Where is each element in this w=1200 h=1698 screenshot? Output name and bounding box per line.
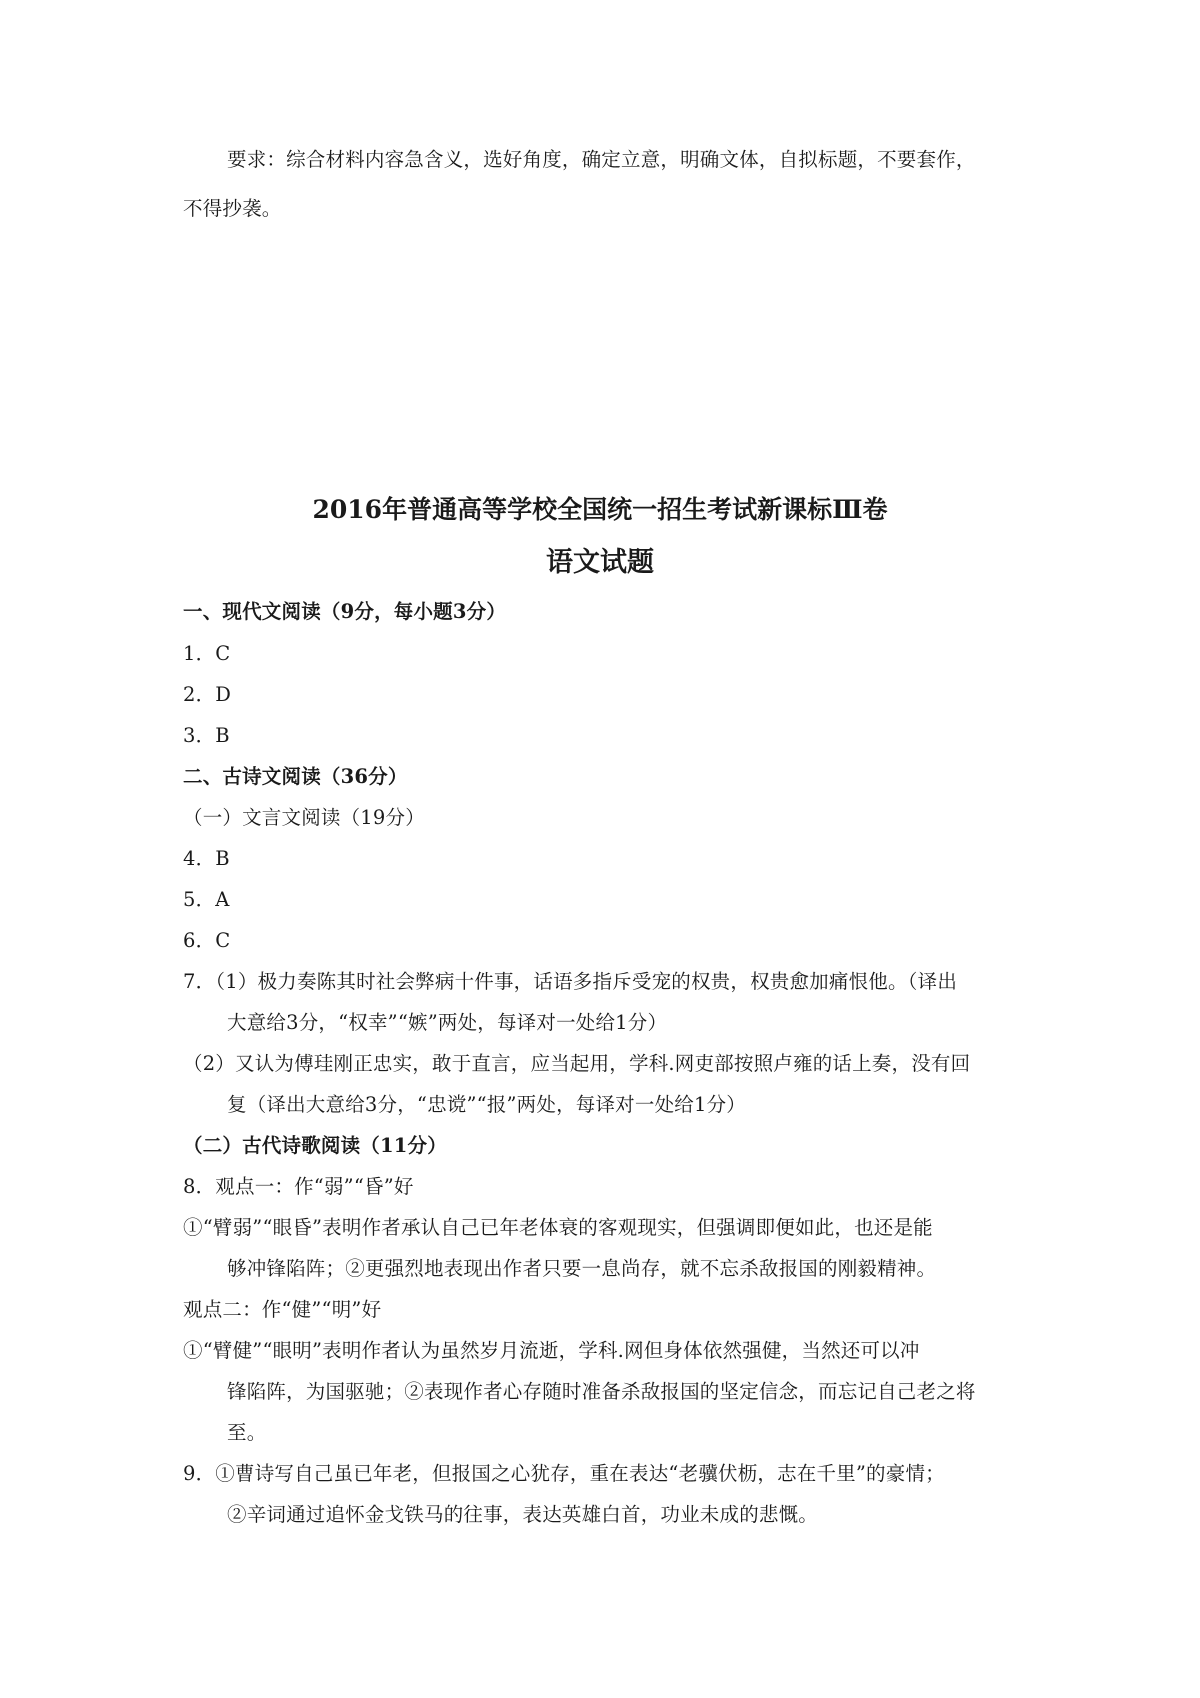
answer-line: 观点二：作“健”“明”好 [183,1298,382,1321]
answer-line: ①“臂弱”“眼昏”表明作者承认自己已年老体衰的客观现实，但强调即便如此，也还是能 [183,1216,933,1239]
page-title: 2016年普通高等学校全国统一招生考试新课标Ⅲ卷 [312,495,888,524]
answer-line: ②辛词通过追怀金戈铁马的往事，表达英雄白首，功业未成的悲慨。 [227,1503,819,1526]
answer-line: 复（译出大意给3分，“忠谠”“报”两处，每译对一处给1分） [227,1093,746,1116]
answer-line: 4．B [183,847,230,870]
answer-line: 5．A [183,888,230,911]
answer-line: 至。 [227,1421,267,1444]
answer-line: 大意给3分，“权幸”“嫉”两处，每译对一处给1分） [227,1011,668,1034]
answer-line: 9．①曹诗写自己虽已年老，但报国之心犹存，重在表达“老骥伏枥，志在千里”的豪情； [183,1462,945,1485]
answer-line: （2）又认为傅珪刚正忠实，敢于直言，应当起用，学科.网吏部按照卢雍的话上奏，没有回 [183,1052,971,1075]
answer-line: 够冲锋陷阵；②更强烈地表现出作者只要一息尚存，就不忘杀敌报国的刚毅精神。 [227,1257,937,1280]
section-heading: 二、古诗文阅读（36分） [183,765,408,788]
requirement-line-1: 要求：综合材料内容急含义，选好角度，确定立意，明确文体，自拟标题，不要套作， [227,148,976,171]
answer-line: 锋陷阵，为国驱驰；②表现作者心存随时准备杀敌报国的坚定信念，而忘记自己老之将 [227,1380,976,1403]
requirement-line-2: 不得抄袭。 [183,197,282,220]
answer-line: 6．C [183,929,231,952]
answer-line: 8．观点一：作“弱”“昏”好 [183,1175,414,1198]
page-subtitle: 语文试题 [546,547,654,578]
answer-line: 2．D [183,683,232,706]
answer-line: ①“臂健”“眼明”表明作者认为虽然岁月流逝，学科.网但身体依然强健，当然还可以冲 [183,1339,920,1362]
subsection-heading: （一）文言文阅读（19分） [183,806,425,829]
answer-line: 7．（1）极力奏陈其时社会弊病十件事，话语多指斥受宠的权贵，权贵愈加痛恨他。（译出 [183,970,958,993]
section-heading: 一、现代文阅读（9分，每小题3分） [183,600,507,623]
answer-line: 3．B [183,724,230,747]
subsection-heading: （二）古代诗歌阅读（11分） [183,1134,447,1157]
answer-line: 1．C [183,642,231,665]
